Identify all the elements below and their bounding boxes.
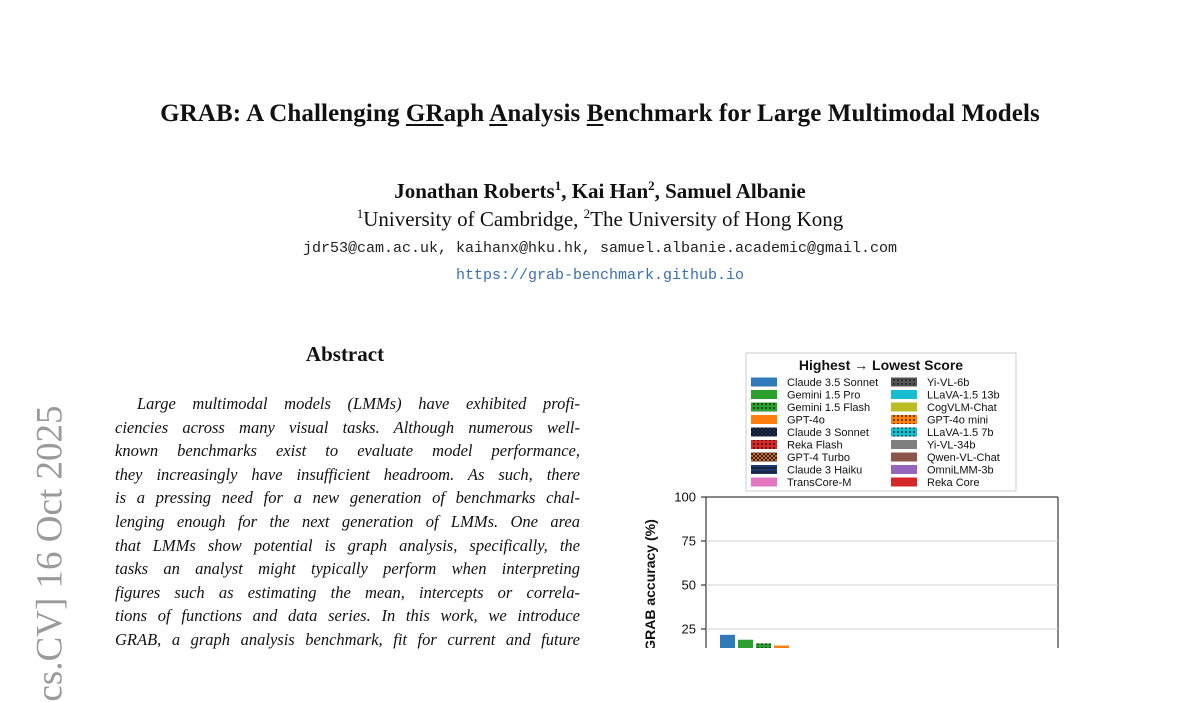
legend-swatch-left-3 bbox=[751, 415, 777, 424]
legend-label-left-3: GPT-4o bbox=[787, 414, 825, 427]
y-tick-label-2: 75 bbox=[681, 533, 696, 549]
legend-swatch-right-8 bbox=[891, 478, 917, 487]
legend-swatch-right-3 bbox=[891, 415, 917, 424]
legend-label-right-3: GPT-4o mini bbox=[927, 414, 989, 427]
legend-label-right-1: LLaVA-1.5 13b bbox=[927, 389, 1000, 402]
bar-2 bbox=[756, 643, 771, 648]
affil-mark: 1 bbox=[356, 206, 364, 221]
legend-label-left-5: Reka Flash bbox=[787, 439, 843, 452]
abstract-line: known benchmarks exist to evaluate model performance, bbox=[115, 441, 580, 461]
chart-bars bbox=[720, 635, 789, 648]
abstract-line: ciencies across many visual tasks. Although numerous well- bbox=[115, 417, 580, 437]
legend-swatch-right-0 bbox=[891, 378, 917, 387]
author-list: Jonathan Roberts$^1$, Kai Han$^2$, Samuel Albanie bbox=[394, 178, 806, 203]
abstract-line: GRAB, a graph analysis benchmark, fit for current and future bbox=[115, 629, 580, 649]
author-affil-mark: 2 bbox=[648, 178, 655, 193]
bar-chart bbox=[636, 350, 1066, 648]
legend-label-left-1: Gemini 1.5 Pro bbox=[787, 389, 861, 402]
abstract-line: they increasingly have insufficient headroom. As such, there bbox=[115, 464, 580, 484]
legend-swatch-left-2 bbox=[751, 403, 777, 412]
abstract-line: Large multimodal models (LMMs) have exhibited profi- bbox=[137, 394, 580, 413]
legend-label-left-6: GPT-4 Turbo bbox=[787, 452, 850, 464]
legend-label-left-0: Claude 3.5 Sonnet bbox=[787, 377, 879, 389]
legend-swatch-right-1 bbox=[891, 390, 917, 399]
legend-swatch-left-1 bbox=[751, 390, 777, 399]
abstract-line: tions of functions and data series. In this work, we introduce bbox=[115, 606, 580, 626]
legend-label-right-7: OmniLMM-3b bbox=[927, 464, 994, 477]
affil-mark: 2 bbox=[583, 206, 591, 221]
y-tick-label-1: 50 bbox=[681, 577, 696, 593]
legend-swatch-left-8 bbox=[751, 478, 777, 487]
bar-1 bbox=[738, 640, 753, 648]
abstract-body bbox=[115, 392, 580, 652]
abstract-line: figures such as estimating the mean, intercepts or correla- bbox=[115, 582, 580, 602]
legend-swatch-left-6 bbox=[751, 453, 777, 462]
legend-label-left-8: TransCore-M bbox=[787, 477, 852, 489]
title-part-underlined: A bbox=[489, 100, 508, 127]
legend-label-right-6: Qwen-VL-Chat bbox=[927, 452, 1000, 464]
title-part: nalysis bbox=[507, 100, 587, 127]
author-name: Samuel Albanie bbox=[665, 179, 806, 203]
legend-label-left-4: Claude 3 Sonnet bbox=[787, 427, 869, 439]
title-part: enchmark for Large Multimodal Models bbox=[603, 100, 1040, 127]
abstract-line: is a pressing need for a new generation of benchmarks chal- bbox=[115, 488, 580, 508]
bar-0 bbox=[720, 635, 735, 648]
abstract-line: that LMMs show potential is graph analysis, specifically, the bbox=[115, 535, 580, 555]
legend-swatch-left-0 bbox=[751, 378, 777, 387]
title-part-underlined: B bbox=[586, 100, 604, 127]
legend-label-right-2: CogVLM-Chat bbox=[927, 402, 997, 414]
abstract-heading: Abstract bbox=[305, 342, 385, 366]
legend-label-left-7: Claude 3 Haiku bbox=[787, 464, 863, 477]
legend-swatch-right-2 bbox=[891, 403, 917, 412]
chart-axes bbox=[642, 490, 1058, 649]
affiliations: $^1$University of Cambridge, $^2$The University of Hong Kong bbox=[356, 206, 844, 231]
legend-label-right-8: Reka Core bbox=[927, 477, 980, 489]
affil-name: The University of Hong Kong bbox=[590, 207, 844, 231]
legend-swatch-left-7 bbox=[751, 465, 777, 474]
legend-label-right-5: Yi-VL-34b bbox=[927, 439, 976, 452]
legend-swatch-right-7 bbox=[891, 465, 917, 474]
legend-title: Highest → Lowest Score bbox=[798, 357, 964, 373]
y-tick-label-0: 25 bbox=[681, 621, 696, 637]
author-name: Jonathan Roberts bbox=[394, 179, 555, 203]
legend-swatch-left-5 bbox=[751, 440, 777, 449]
abstract-line: lenging enough for the next generation of LMMs. One area bbox=[115, 511, 580, 531]
paper-title bbox=[0, 100, 1200, 128]
chart-legend bbox=[746, 353, 1016, 491]
legend-label-right-4: LLaVA-1.5 7b bbox=[927, 427, 994, 439]
author-affil-mark: 1 bbox=[554, 178, 562, 193]
y-tick-label-3: 100 bbox=[674, 489, 696, 505]
title-part-underlined: GR bbox=[405, 100, 444, 127]
author-name: Kai Han bbox=[571, 179, 649, 203]
legend-label-left-2: Gemini 1.5 Flash bbox=[787, 402, 871, 414]
y-axis-label: GRAB accuracy (%) bbox=[642, 519, 658, 648]
arxiv-stamp: cs.CV] 16 Oct 2025 bbox=[29, 405, 71, 702]
grab-accuracy-figure bbox=[636, 350, 1066, 648]
legend-label-right-0: Yi-VL-6b bbox=[927, 377, 970, 389]
legend-swatch-right-5 bbox=[891, 440, 917, 449]
legend-swatch-left-4 bbox=[751, 428, 777, 437]
legend-swatch-right-4 bbox=[891, 428, 917, 437]
author-emails: jdr53@cam.ac.uk, kaihanx@hku.hk, samuel.albanie.academic@gmail.com bbox=[302, 240, 898, 257]
legend-swatch-right-6 bbox=[891, 453, 917, 462]
title-part: aph bbox=[443, 100, 490, 127]
title-part: GRAB: A Challenging bbox=[160, 100, 406, 127]
project-link[interactable]: https://grab-benchmark.github.io bbox=[455, 267, 745, 284]
affil-name: University of Cambridge bbox=[363, 207, 574, 231]
abstract-line: tasks an analyst might typically perform when interpreting bbox=[115, 559, 580, 579]
